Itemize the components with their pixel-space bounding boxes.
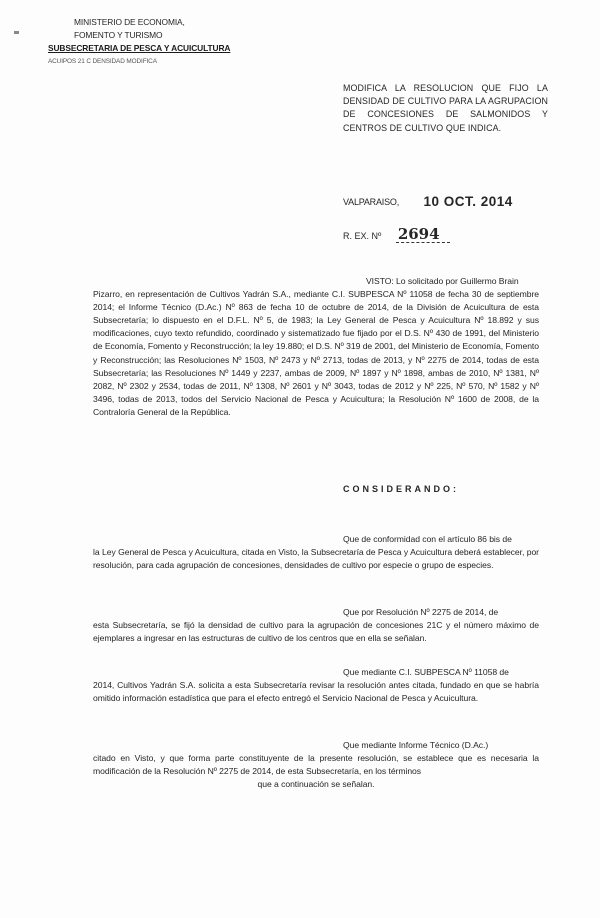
resolution-label: R. EX. Nº [343,231,382,241]
file-reference: ACUIPOS 21 C DENSIDAD MODIFICA [48,58,157,65]
date-stamp: 10 OCT. 2014 [423,194,513,209]
ministry-line-2: FOMENTO Y TURISMO [74,30,163,40]
paragraph-lead: Que por Resolución Nº 2275 de 2014, de [343,607,499,617]
visto-section [93,275,539,419]
letterhead [44,16,264,68]
paragraph-text: 2014, Cultivos Yadrán S.A. solicita a esta Subsecretaría revisar la resolución antes citada, fundado en que se habría omitido información estadística que para el efecto entregó el Servicio Nacional de Pesca y Acuicultura. [93,680,539,704]
paragraph-text: la Ley General de Pesca y Acuicultura, citada en Visto, la Subsecretaría de Pesca y Acuicultura deberá establecer, por resolución, para cada agrupación de concesiones, densidades de cultivo por especie o grupo de especies. [93,547,539,571]
subsecretaria-name: SUBSECRETARIA DE PESCA Y ACUICULTURA [48,43,231,53]
paragraph-lead: Que mediante C.I. SUBPESCA Nº 11058 de [343,667,509,677]
resolution-subject: MODIFICA LA RESOLUCION QUE FIJO LA DENSIDAD DE CULTIVO PARA LA AGRUPACION DE CONCESIONES DE SALMONIDOS Y CENTROS DE CULTIVO QUE INDICA. [343,83,548,133]
paragraph-lead: Que mediante Informe Técnico (D.Ac.) [343,740,489,750]
paragraph-text: esta Subsecretaría, se fijó la densidad de cultivo para la agrupación de concesiones 21C y el número máximo de ejemplares a ingresar en las estructuras de cultivo de los centros que en ella se señalan. [93,620,539,644]
visto-lead: VISTO: Lo solicitado por Guillermo Brain [366,276,519,286]
ministry-line-1: MINISTERIO DE ECONOMIA, [74,17,185,27]
resolution-number-line [343,226,450,243]
considerando-paragraph-2 [93,606,539,645]
resolution-number: 2694 [396,226,450,243]
considerando-paragraph-4 [93,739,539,791]
paragraph-text: citado en Visto, y que forma parte constituyente de la presente resolución, se establece que es necesaria la modificación de la Resolución Nº 2275 de 2014, de esta Subsecretaría, en los términos [93,753,539,777]
considerando-paragraph-1 [93,533,539,572]
considerando-paragraph-3 [93,666,539,705]
paragraph-last-line: que a continuación se señalan. [257,779,375,790]
margin-mark [14,31,19,34]
visto-text: Pizarro, en representación de Cultivos Yadrán S.A., mediante C.I. SUBPESCA Nº 11058 de fecha 30 de septiembre 2014; el Informe Técnico (D.Ac.) Nº 863 de fecha 10 de octubre de 2014, de la División de Acuicultura de esta Subsecretaría; lo dispuesto en el D.F.L. Nº 5, de 1983; la Ley General de Pesca y Acuicultura Nº 18.892 y sus modificaciones, cuyo texto refundido, coordinado y sistematizado fue fijado por el D.S. Nº 430 de 1991, del Ministerio de Economía, Fomento y Reconstrucción; la ley 19.880; el D.S. Nº 319 de 2001, del Ministerio de Economía, Fomento y Reconstrucción; las Resoluciones Nº 1503, Nº 2473 y Nº 2713, todas de 2013, y Nº 2275 de 2014, todas de esta Subsecretaría; las Resoluciones Nº 1449 y 2237, ambas de 2009, Nº 1897 y Nº 1898, ambas de 2010, Nº 1381, Nº 2082, Nº 2302 y 2534, todas de 2011, Nº 1308, Nº 2601 y Nº 3043, todas de 2012 y Nº 225, Nº 570, Nº 1582 y Nº 3496, todas de 2013, todos del Servicio Nacional de Pesca y Acuicultura; la Resolución Nº 1600 de 2008, de la Contraloría General de la República. [93,289,539,417]
date-place: VALPARAISO, [343,197,399,207]
paragraph-lead: Que de conformidad con el artículo 86 bis de [343,534,512,544]
considerando-heading: CONSIDERANDO: [343,484,460,494]
date-line [343,193,513,208]
